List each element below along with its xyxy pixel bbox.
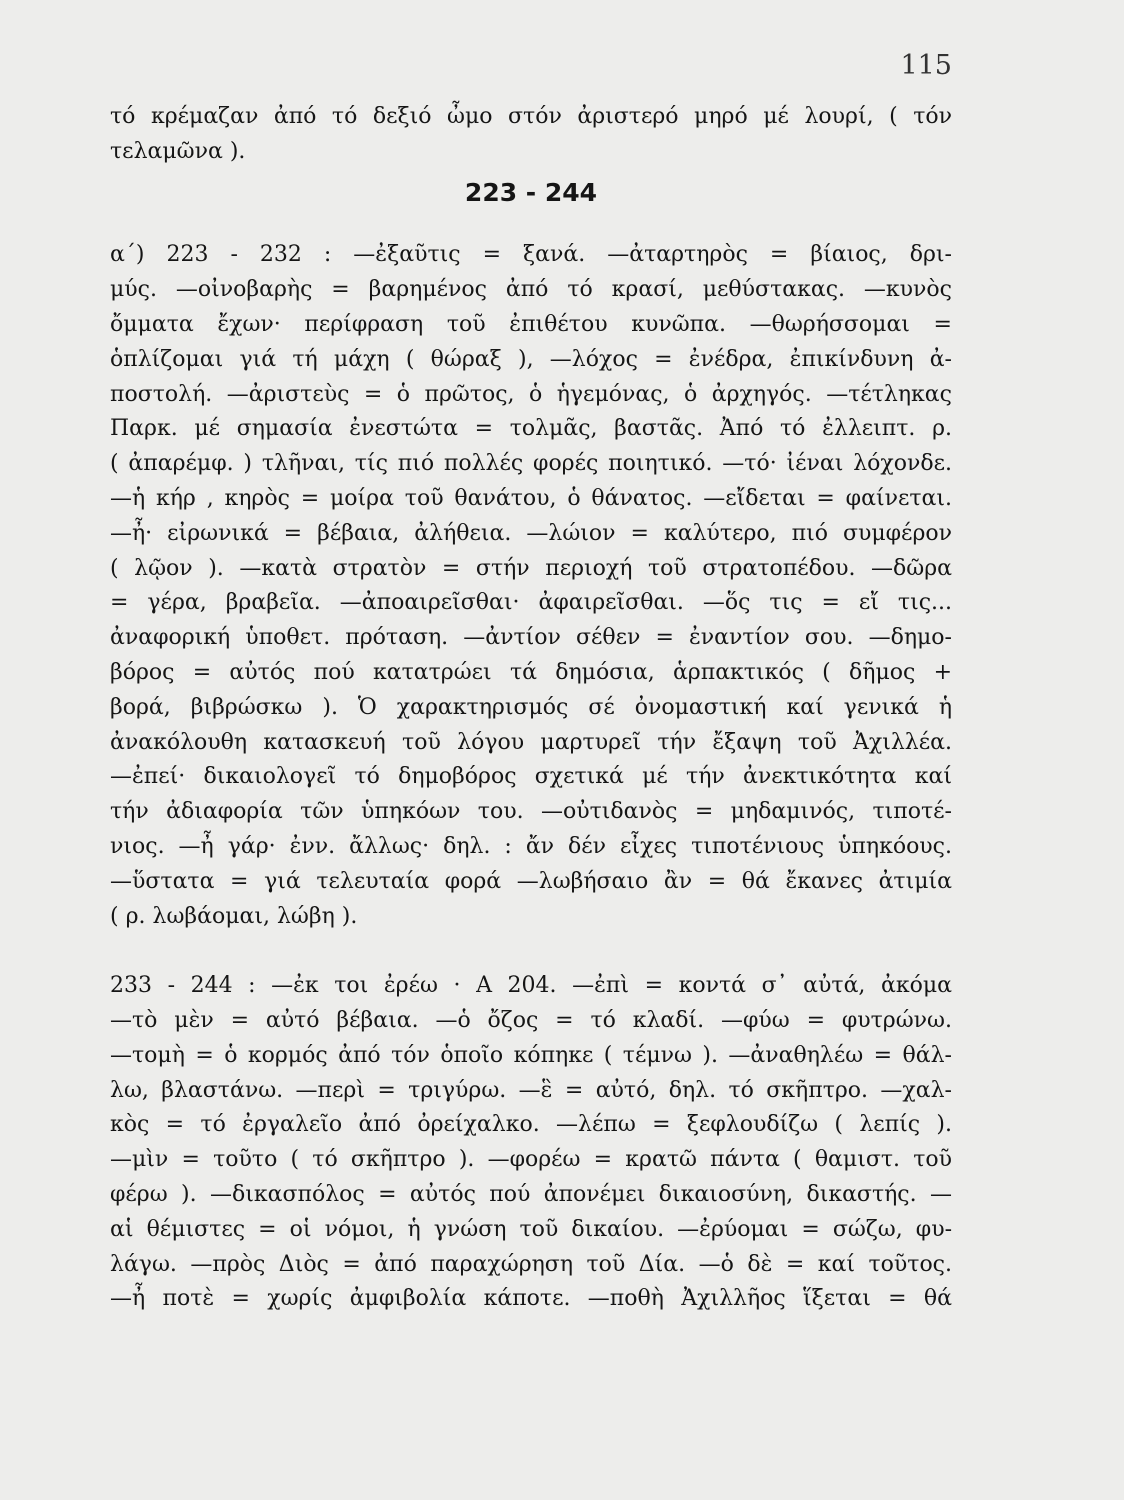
text-line: τελαμῶνα ). [110,138,246,164]
text-line: νιος. —ἦ γάρ· ἐνν. ἄλλως· δηλ. : ἄν δέν εἶχες τιποτένιους ὑπηκόους. [110,833,952,859]
text-line: αἱ θέμιστες = οἱ νόμοι, ἡ γνώση τοῦ δικαίου. —ἐρύομαι = σώζω, φυ- [110,1216,952,1242]
text-line: μύς. —οἰνοβαρὴς = βαρημένος ἀπό τό κρασί, μεθύστακας. —κυνὸς [110,277,952,303]
text-line: α΄) 223 - 232 : —ἐξαῦτις = ξανά. —ἀταρτηρὸς = βίαιος, δρι- [110,242,952,268]
paragraph-223-232 [110,238,952,934]
page-number: 115 [900,50,952,81]
text-line: = γέρα, βραβεῖα. —ἀποαιρεῖσθαι· ἀφαιρεῖσθαι. —ὅς τις = εἴ τις... [110,590,952,616]
text-line: ἀνακόλουθη κατασκευή τοῦ λόγου μαρτυρεῖ τήν ἔξαψη τοῦ Ἀχιλλέα. [110,729,952,755]
text-line: ὄμματα ἔχων· περίφραση τοῦ ἐπιθέτου κυνῶπα. —θωρήσσομαι = [110,311,952,337]
text-line: φέρω ). —δικασπόλος = αὐτός πού ἀπονέμει δικαιοσύνη, δικαστής. — [110,1181,952,1207]
section-heading: 223 - 244 [464,177,598,207]
text-line: κὸς = τό ἐργαλεῖο ἀπό ὀρείχαλκο. —λέπω = ξεφλουδίζω ( λεπίς ). [110,1112,952,1138]
text-line: —ἦ ποτὲ = χωρίς ἀμφιβολία κάποτε. —ποθὴ Ἀχιλλῆος ἵξεται = θά [110,1286,952,1312]
text-line: ποστολή. —ἀριστεὺς = ὁ πρῶτος, ὁ ἡγεμόνας, ὁ ἀρχηγός. —τέτληκας [110,381,952,407]
text-line: 233 - 244 : —ἐκ τοι ἐρέω · Α 204. —ἐπὶ = κοντά σ᾽ αὐτά, ἀκόμα [110,973,952,999]
text-line: λάγω. —πρὸς Διὸς = ἀπό παραχώρηση τοῦ Δία. —ὁ δὲ = καί τοῦτος. [110,1251,952,1277]
text-line: λω, βλαστάνω. —περὶ = τριγύρω. —ἓ = αὐτό, δηλ. τό σκῆπτρο. —χαλ- [110,1077,952,1103]
text-line: ( λῷον ). —κατὰ στρατὸν = στήν περιοχή τοῦ στρατοπέδου. —δῶρα [110,555,952,581]
text-line: —ἡ κήρ , κηρὸς = μοίρα τοῦ θανάτου, ὁ θάνατος. —εἴδεται = φαίνεται. [110,485,952,511]
paragraph-gap [110,934,952,969]
text-line: ( ἀπαρέμφ. ) τλῆναι, τίς πιό πολλές φορές ποιητικό. —τό· ἰέναι λόχονδε. [110,451,952,477]
text-line: βορά, βιβρώσκω ). Ὁ χαρακτηρισμός σέ ὀνομαστική καί γενικά ἡ [110,694,952,720]
text-line: τήν ἀδιαφορία τῶν ὑπηκόων του. —οὐτιδανὸς = μηδαμινός, τιποτέ- [110,799,952,825]
text-line: —μὶν = τοῦτο ( τό σκῆπτρο ). —φορέω = κρατῶ πάντα ( θαμιστ. τοῦ [110,1147,952,1173]
paragraph-233-244 [110,969,952,1317]
text-line: —ἦ· εἰρωνικά = βέβαια, ἀλήθεια. —λώιον = καλύτερο, πιό συμφέρον [110,520,952,546]
text-line: βόρος = αὐτός πού κατατρώει τά δημόσια, ἁρπακτικός ( δῆμος + [110,659,952,685]
text-line: τό κρέμαζαν ἀπό τό δεξιό ὦμο στόν ἀριστερό μηρό μέ λουρί, ( τόν [110,104,952,129]
intro-paragraph [110,100,952,170]
text-line: —ὕστατα = γιά τελευταία φορά —λωβήσαιο ἂν = θά ἔκανες ἀτιμία [110,868,952,894]
main-text [110,100,952,1317]
text-line: ὁπλίζομαι γιά τή μάχη ( θώραξ ), —λόχος = ἐνέδρα, ἐπικίνδυνη ἀ- [110,346,952,372]
text-line: ἀναφορική ὑποθετ. πρόταση. —ἀντίον σέθεν = ἐναντίον σου. —δημο- [110,625,952,651]
text-line: —τομὴ = ὁ κορμός ἀπό τόν ὁποῖο κόπηκε ( τέμνω ). —ἀναθηλέω = θάλ- [110,1042,952,1068]
text-line: —τὸ μὲν = αὐτό βέβαια. —ὁ ὄζος = τό κλαδί. —φύω = φυτρώνω. [110,1007,952,1033]
text-line: Παρκ. μέ σημασία ἐνεστώτα = τολμᾶς, βαστᾶς. Ἀπό τό ἐλλειπτ. ρ. [110,416,952,442]
text-line: ( ρ. λωβάομαι, λώβη ). [110,903,358,929]
text-line: —ἐπεί· δικαιολογεῖ τό δημοβόρος σχετικά μέ τήν ἀνεκτικότητα καί [110,764,952,790]
